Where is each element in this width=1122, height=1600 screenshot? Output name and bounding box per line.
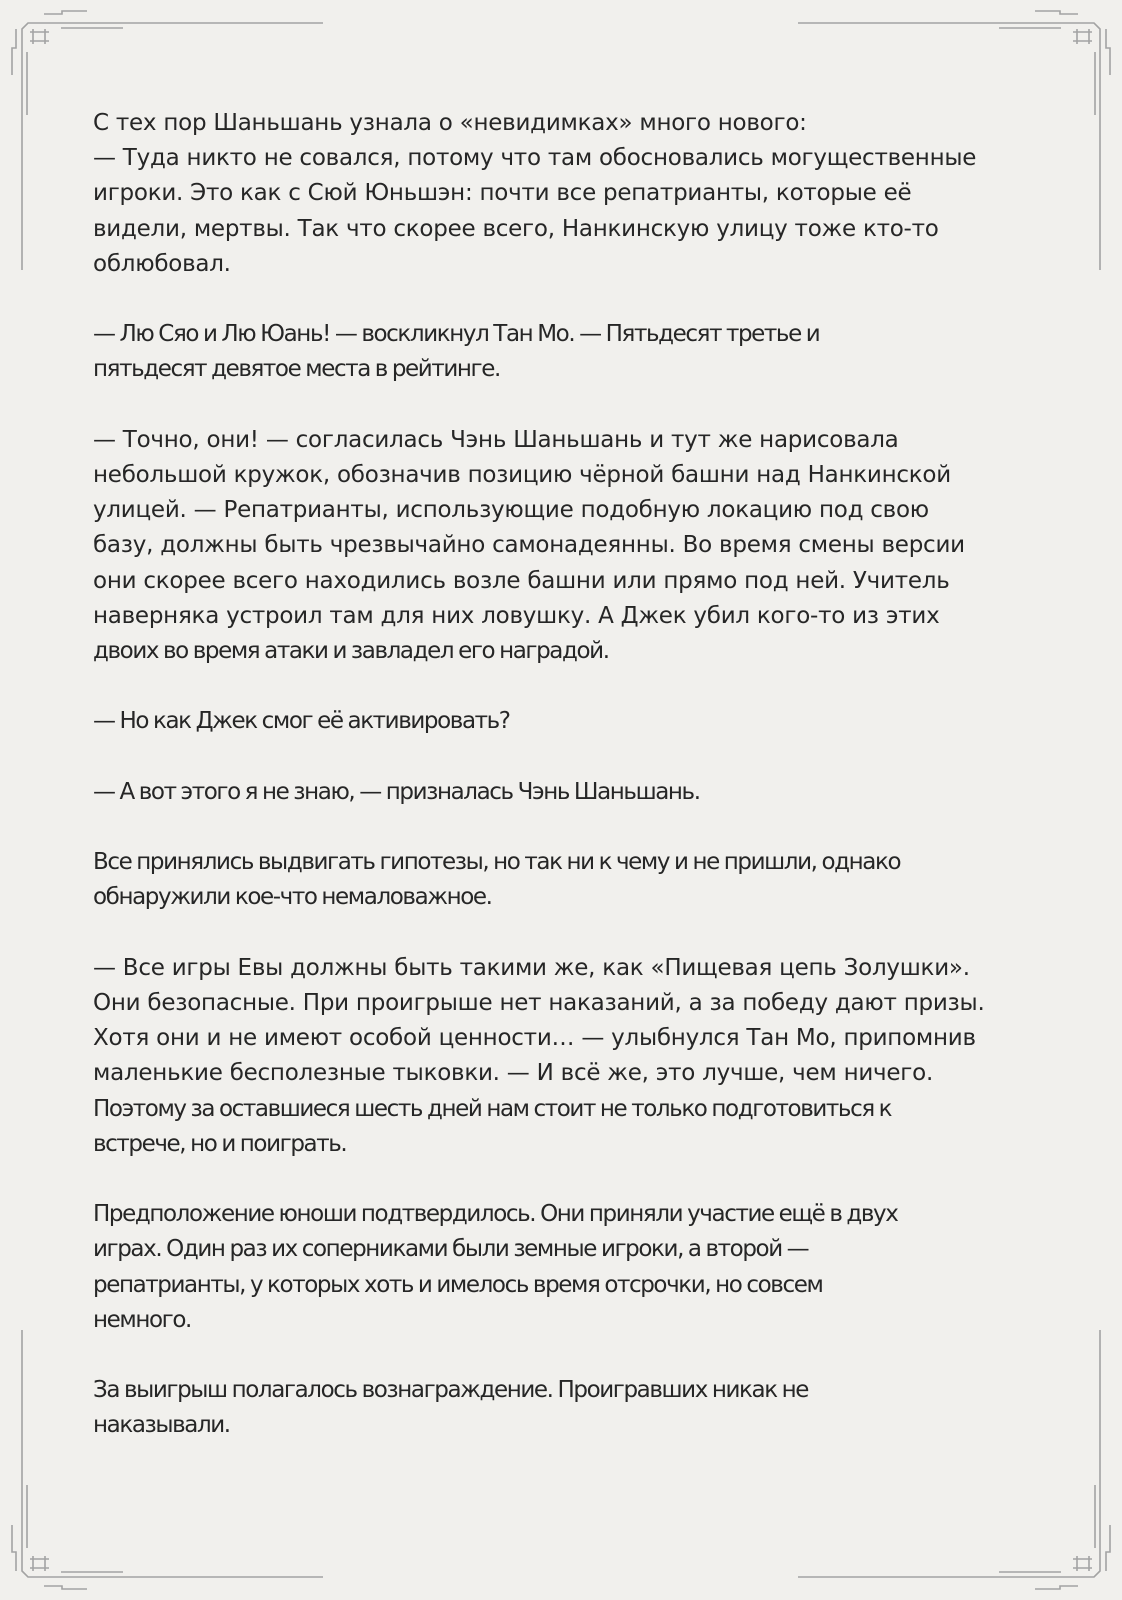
text-line: наказывали. [93, 1412, 230, 1439]
page-body-text [93, 106, 1013, 1479]
text-line: видели, мертвы. Так что скорее всего, Нанкинскую улицу тоже кто-то [93, 215, 939, 242]
text-line: улицей. — Репатрианты, использующие подобную локацию под свою [93, 497, 929, 524]
text-line: Предположение юноши подтвердилось. Они приняли участие ещё в двух [93, 1201, 898, 1228]
text-line: базу, должны быть чрезвычайно самонадеянны. Во время смены версии [93, 532, 965, 559]
text-line: игроки. Это как с Сюй Юньшэн: почти все репатрианты, которые её [93, 180, 912, 207]
text-line: играх. Один раз их соперниками были земные игроки, а второй — [93, 1236, 809, 1263]
text-line: пятьдесят девятое места в рейтинге. [93, 356, 500, 383]
text-line: встрече, но и поиграть. [93, 1130, 347, 1157]
text-line: они скорее всего находились возле башни или прямо под ней. Учитель [93, 567, 950, 594]
text-line: наверняка устроил там для них ловушку. А Джек убил кого-то из этих [93, 602, 940, 629]
paragraph [93, 845, 1013, 915]
paragraph [93, 317, 1013, 387]
text-line: — Но как Джек смог её активировать? [93, 708, 510, 735]
paragraph [93, 951, 1013, 1162]
paragraph [93, 423, 1013, 669]
paragraph [93, 1373, 1013, 1443]
text-line: маленькие бесполезные тыковки. — И всё же, это лучше, чем ничего. [93, 1060, 934, 1087]
paragraph [93, 106, 1013, 282]
text-line: С тех пор Шаньшань узнала о «невидимках» много нового: [93, 110, 807, 136]
text-line: — Точно, они! — согласилась Чэнь Шаньшань и тут же нарисовала [93, 426, 899, 453]
paragraph [93, 775, 1013, 810]
text-line: немного. [93, 1306, 191, 1333]
text-line: двоих во время атаки и завладел его наградой. [93, 638, 609, 665]
text-line: — Туда никто не совался, потому что там обосновались могущественные [93, 145, 977, 172]
text-line: репатрианты, у которых хоть и имелось время отсрочки, но совсем [93, 1271, 823, 1298]
text-line: — А вот этого я не знаю, — призналась Чэнь Шаньшань. [93, 778, 700, 805]
text-line: Они безопасные. При проигрыше нет наказаний, а за победу дают призы. [93, 989, 985, 1016]
text-line: обнаружили кое-что немаловажное. [93, 884, 492, 911]
paragraph [93, 1197, 1013, 1338]
text-line: За выигрыш полагалось вознаграждение. Проигравших никак не [93, 1377, 809, 1404]
paragraph [93, 704, 1013, 739]
text-line: Хотя они и не имеют особой ценности… — улыбнулся Тан Мо, припомнив [93, 1025, 976, 1052]
text-line: облюбовал. [93, 250, 231, 277]
text-line: — Все игры Евы должны быть такими же, как «Пищевая цепь Золушки». [93, 954, 970, 981]
text-line: небольшой кружок, обозначив позицию чёрной башни над Нанкинской [93, 462, 951, 488]
text-line: — Лю Сяо и Лю Юань! — воскликнул Тан Мо. — Пятьдесят третье и [93, 321, 820, 348]
text-line: Все принялись выдвигать гипотезы, но так ни к чему и не пришли, однако [93, 849, 901, 876]
text-line: Поэтому за оставшиеся шесть дней нам стоит не только подготовиться к [93, 1095, 892, 1122]
